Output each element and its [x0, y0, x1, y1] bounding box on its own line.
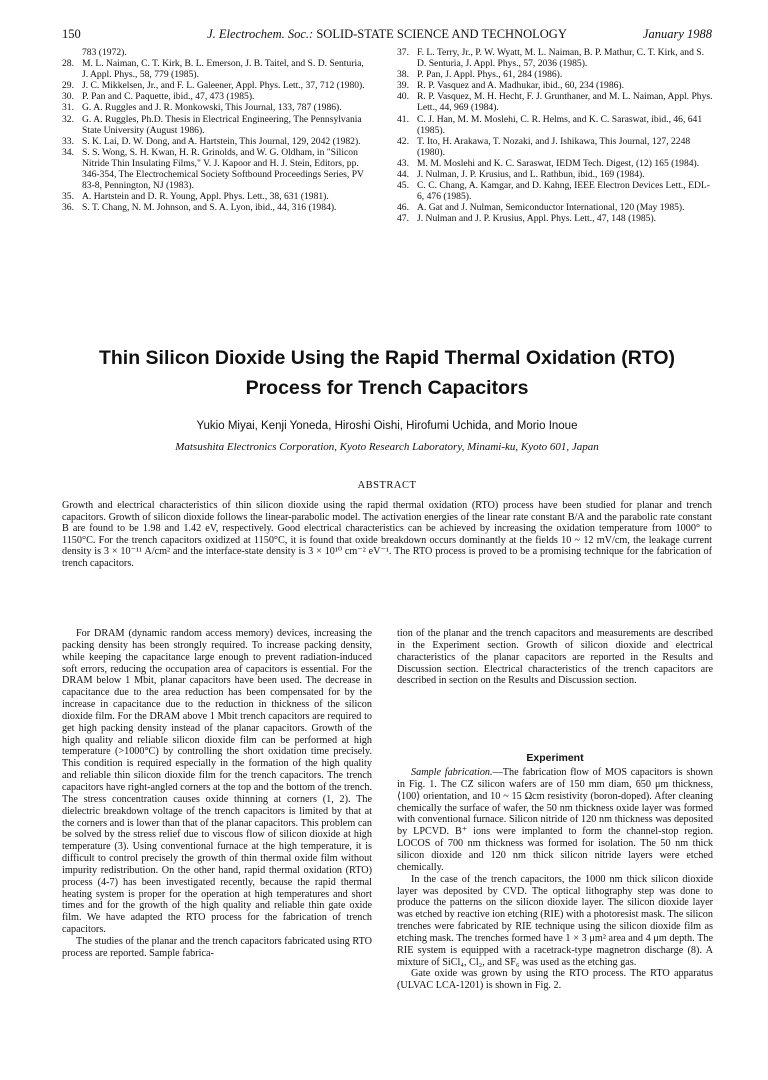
reference-text: T. Ito, H. Arakawa, T. Nozaki, and J. Ishikawa, This Journal, 127, 2248 (1980).: [417, 135, 691, 158]
reference-number: 42.: [397, 135, 409, 147]
reference-number: 45.: [397, 180, 409, 192]
reference-text: P. Pan, J. Appl. Phys., 61, 284 (1986).: [417, 69, 563, 81]
references-right-column: [397, 47, 713, 225]
reference-number: 29.: [62, 80, 74, 92]
reference-entry: [62, 202, 370, 213]
reference-entry: [62, 102, 370, 113]
reference-number: 35.: [62, 191, 74, 203]
reference-number: [62, 47, 82, 58]
reference-entry: [62, 114, 370, 136]
reference-entry: [62, 191, 370, 202]
experiment-paragraph-2: In the case of the trench capacitors, the 1000 nm thick silicon dioxide layer was deposited by CVD. The optical lithography step was done to produce the patterns on the silicon dioxide layer. The silicon dioxide layer was etched by reactive ion etching (RIE) with a photoresist mask. The silicon trenches were fabricated by RIE technique using the silicon dioxide film as etching mask. The trenches formed have 1 × 3 μm² area and 4 μm depth. The RIE system is equipped with a racetrack-type magnetron discharge (8). A mixture of SiCl₄, Cl₂, and SF₆ was used as the etching gas.: [397, 873, 713, 968]
column-spacer: [397, 687, 713, 745]
references-left-column: [62, 47, 370, 213]
reference-text: S. T. Chang, N. M. Johnson, and S. A. Lyon, ibid., 44, 316 (1984).: [82, 202, 337, 214]
reference-text: C. C. Chang, A. Kamgar, and D. Kahng, IEEE Electron Devices Lett., EDL-6, 476 (1985).: [417, 180, 710, 203]
reference-number: 32.: [62, 113, 74, 125]
reference-text: J. C. Mikkelsen, Jr., and F. L. Galeener, Appl. Phys. Lett., 37, 712 (1980).: [82, 80, 365, 92]
reference-entry: [397, 47, 713, 69]
reference-entry: [62, 147, 370, 191]
article-title-line-1: Thin Silicon Dioxide Using the Rapid Thermal Oxidation (RTO): [98, 347, 675, 369]
reference-text: M. L. Naiman, C. T. Kirk, B. L. Emerson, J. B. Taitel, and S. D. Senturia, J. Appl. Phys., 58, 779 (1985).: [82, 58, 364, 81]
reference-number: 33.: [62, 135, 74, 147]
author-list: Yukio Miyai, Kenji Yoneda, Hiroshi Oishi, Hirofumi Uchida, and Morio Inoue: [196, 420, 578, 432]
reference-entry: [62, 80, 370, 91]
reference-text: F. L. Terry, Jr., P. W. Wyatt, M. L. Naiman, B. P. Mathur, C. T. Kirk, and S. D. Senturia, J. Appl. Phys., 57, 2036 (1985).: [417, 47, 705, 70]
reference-entry: [397, 136, 713, 158]
reference-text: G. A. Ruggles, Ph.D. Thesis in Electrical Engineering, The Pennsylvania State University (August 1986).: [82, 113, 362, 136]
experiment-heading: Experiment: [526, 752, 584, 765]
reference-entry: [397, 213, 713, 224]
reference-text: C. J. Han, M. M. Moslehi, C. R. Helms, and K. C. Saraswat, ibid., 46, 641 (1985).: [417, 113, 703, 136]
journal-abbrev: J. Electrochem. Soc.:: [207, 27, 314, 41]
reference-number: 38.: [397, 69, 409, 81]
reference-entry: [62, 58, 370, 80]
body-right-column: [397, 628, 713, 992]
reference-number: 41.: [397, 113, 409, 125]
reference-entry: [397, 91, 713, 113]
reference-number: 31.: [62, 102, 74, 114]
reference-text: J. Nulman, J. P. Krusius, and L. Rathbun, ibid., 169 (1984).: [417, 169, 645, 181]
article-title: [62, 343, 712, 403]
reference-number: 34.: [62, 146, 74, 158]
reference-entry: [397, 158, 713, 169]
reference-number: 37.: [397, 47, 409, 58]
sample-fabrication-run-in: Sample fabrication.: [411, 767, 493, 779]
reference-text: S. K. Lai, D. W. Dong, and A. Hartstein, This Journal, 129, 2042 (1982).: [82, 135, 361, 147]
reference-text: R. P. Vasquez, M. H. Hecht, F. J. Grunthaner, and M. L. Naiman, Appl. Phys. Lett., 44, 969 (1984).: [417, 91, 713, 114]
reference-text: S. S. Wong, S. H. Kwan, H. R. Grinolds, and W. G. Oldham, in "Silicon Nitride Thin Insulating Films," V. J. Kapoor and H. J. Stein, Editors, pp. 346-354, The Electrochemical Society Softbound Proceedings Series, PV 83-8, Pennington, NJ (1983).: [82, 146, 364, 192]
reference-number: 44.: [397, 169, 409, 181]
reference-entry: [397, 80, 713, 91]
reference-number: 40.: [397, 91, 409, 103]
experiment-paragraph-3: Gate oxide was grown by using the RTO process. The RTO apparatus (ULVAC LCA-1201) is shown in Fig. 2.: [397, 968, 713, 992]
affiliation: Matsushita Electronics Corporation, Kyoto Research Laboratory, Minami-ku, Kyoto 601, Japan: [175, 441, 599, 453]
reference-entry: [397, 169, 713, 180]
running-header: [62, 27, 712, 45]
experiment-paragraph-1-text: —The fabrication flow of MOS capacitors is shown in Fig. 1. The CZ silicon wafers are of 150 mm diam, 650 μm thickness, ⟨100⟩ orientation, and 10 ~ 15 Ωcm resistivity (boron-doped). After cleaning chemically the surface of wafer, the 50 nm thickness oxide layer was formed with conventional furnace. Silicon nitride of 120 nm thickness was deposited by LPCVD. B⁺ ions were implanted to form the channel-stop region. LOCOS of 700 nm thickness was formed for isolation. The 50 nm thick silicon dioxide and 120 nm thick silicon nitride layers were etched chemically.: [397, 767, 713, 873]
intro-paragraph-1: For DRAM (dynamic random access memory) devices, increasing the packing density has been strongly required. To increase packing density, while keeping the capacitance large enough to prevent radiation-induced soft errors, reducing the occupation area of capacitors is essential. For the DRAM below 1 Mbit, planar capacitors have been used. The decrease in capacitance due to the area reduction has been compensated for by the increase in capacitance due to the reduction in thickness of the silicon dioxide film. For the DRAM above 1 Mbit trench capacitors are required to get high packing density instead of the planar capacitors. Growth of the high quality and reliable silicon dioxide film can be performed at high temperature (>1000°C) by controlling the short oxidation time precisely. This condition is required especially in the formation of the high quality and reliable thin silicon dioxide film for the trench capacitors. The trench capacitors have right-angled corners at the top and the bottom of the trench. The stress concentration causes oxide thinning at corners (1, 2). The dielectric breakdown voltage of the trench capacitors is limited by that at the corners and is lower than that of the planar capacitors. This problem can be solved by the stress relief due to viscous flow of silicon dioxide at high temperature (3). Using conventional furnace at the high temperature, it is difficult to control precisely the growth of thin thermal oxide film without impurity redistribution. On the other hand, rapid thermal oxidation (RTO) process (4-7) has been investigated recently, because the rapid thermal heating system is proper for the operation at high temperatures and short times and for the growth of the high quality and reliable thin gate oxide film. We have adapted the RTO process for the fabrication of trench capacitors.: [62, 628, 372, 936]
abstract-heading: ABSTRACT: [357, 480, 417, 491]
reference-entry: [397, 114, 713, 136]
reference-entry: [397, 202, 713, 213]
reference-entry: [62, 91, 370, 102]
reference-entry: [397, 180, 713, 202]
reference-number: 46.: [397, 202, 409, 214]
reference-entry: [62, 136, 370, 147]
reference-text: M. M. Moslehi and K. C. Saraswat, IEDM Tech. Digest, (12) 165 (1984).: [417, 157, 700, 169]
reference-number: 47.: [397, 213, 409, 225]
reference-number: 39.: [397, 80, 409, 92]
reference-entry: [62, 47, 370, 58]
abstract-text: Growth and electrical characteristics of thin silicon dioxide using the rapid thermal oxidation (RTO) process have been studied for planar and trench capacitors. Growth of silicon dioxide follows the linear-parabolic model. The activation energies of the linear rate constant B/A and the parabolic rate constant B are found to be 1.98 and 1.42 eV, respectively. Good electrical characteristics can be achieved by increasing the oxidation temperature from 1000° to 1150°C. For the trench capacitors oxidized at 1150°C, it is found that oxide breakdown occurs dominantly at the fields 10 ~ 12 mV/cm, the leakage current density is 3 × 10⁻¹¹ A/cm² and the interface-state density is 3 × 10¹⁰ cm⁻² eV⁻¹. The RTO process is proved to be a promising technique for the fabrication of trench capacitors.: [62, 500, 712, 569]
reference-text: G. A. Ruggles and J. R. Monkowski, This Journal, 133, 787 (1986).: [82, 102, 342, 114]
reference-text: 783 (1972).: [82, 47, 127, 58]
reference-number: 28.: [62, 58, 74, 70]
reference-text: J. Nulman and J. P. Krusius, Appl. Phys. Lett., 47, 148 (1985).: [417, 213, 657, 225]
reference-text: A. Hartstein and D. R. Young, Appl. Phys. Lett., 38, 631 (1981).: [82, 191, 329, 203]
journal-section: SOLID-STATE SCIENCE AND TECHNOLOGY: [316, 27, 567, 41]
reference-text: P. Pan and C. Paquette, ibid., 47, 473 (1985).: [82, 91, 255, 103]
experiment-paragraph-1: [397, 767, 713, 874]
page-number: 150: [62, 27, 81, 41]
issue-date: January 1988: [642, 27, 712, 41]
reference-entry: [397, 69, 713, 80]
reference-text: R. P. Vasquez and A. Madhukar, ibid., 60, 234 (1986).: [417, 80, 625, 92]
article-title-line-2: Process for Trench Capacitors: [245, 377, 529, 399]
reference-number: 30.: [62, 91, 74, 103]
body-left-column: [62, 628, 372, 960]
reference-number: 43.: [397, 157, 409, 169]
reference-number: 36.: [62, 202, 74, 214]
intro-continued-paragraph: tion of the planar and the trench capacitors and measurements are described in the Experiment section. Growth of silicon dioxide and electrical characteristics of the planar capacitors are reported in the Results and Discussion section. Electrical characteristics of the trench capacitors are described in section on the Results and Discussion section.: [397, 628, 713, 687]
intro-paragraph-2: The studies of the planar and the trench capacitors fabricated using RTO process are reported. Sample fabrica-: [62, 935, 372, 959]
journal-name: [62, 27, 712, 42]
reference-text: A. Gat and J. Nulman, Semiconductor International, 120 (May 1985).: [417, 202, 685, 214]
